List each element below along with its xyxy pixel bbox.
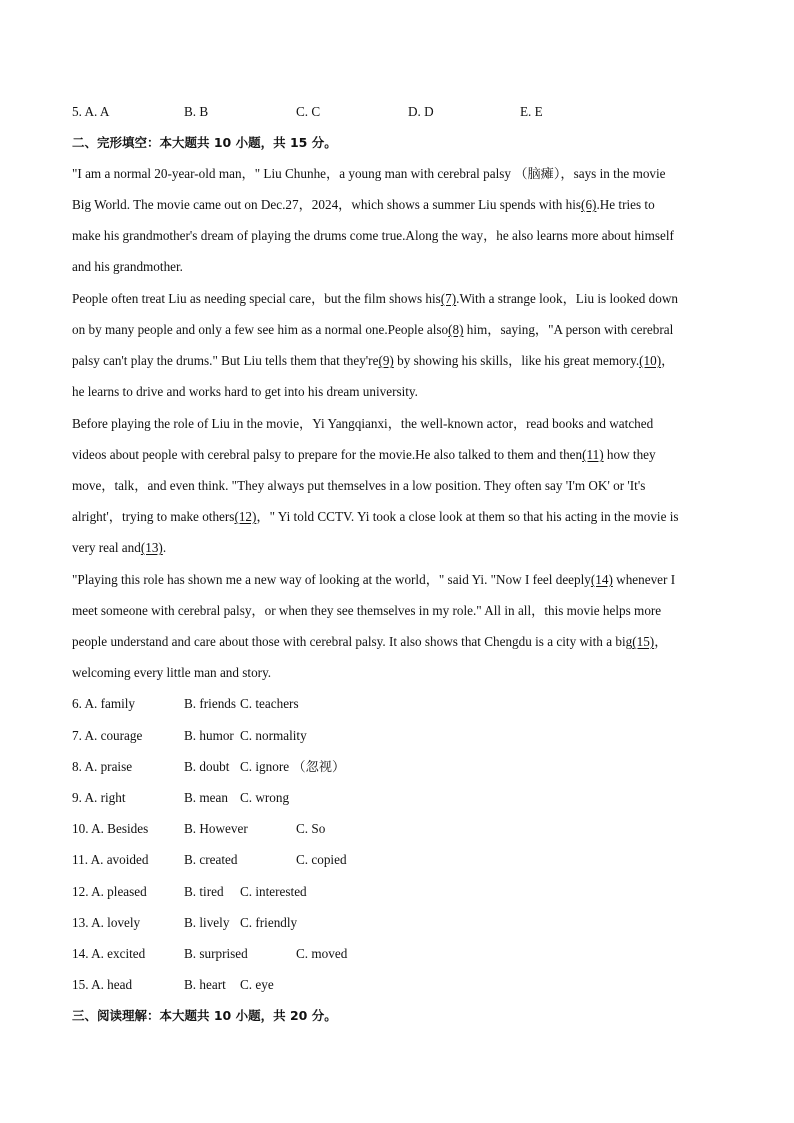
passage-line: and his grandmother. <box>72 259 183 274</box>
option-c: C. friendly <box>240 915 298 930</box>
passage-line: palsy can't play the drums." But Liu tells them that they're(9) by showing his skills，like his great memory.(10)， <box>72 353 675 368</box>
question-number: 11. <box>72 852 88 867</box>
option-b: B. tired <box>184 884 224 899</box>
passage-line: Big World. The movie came out on Dec.27，2024，which shows a summer Liu spends with his(6).He tries to <box>72 197 655 212</box>
option-b: B. lively <box>184 915 230 930</box>
option-b: B. friends <box>184 696 237 711</box>
passage-line: very real and(13). <box>72 540 167 555</box>
option-b: B. mean <box>184 790 228 805</box>
option-b: B. created <box>184 852 238 867</box>
option-b: B. doubt <box>184 759 230 774</box>
passage-line: on by many people and only a few see him as a normal one.People also(8) him，saying，"A person with cerebral <box>72 322 674 337</box>
passage-line: move，talk，and even think. "They always put themselves in a low position. They often say 'I'm OK' or 'It's <box>72 478 646 493</box>
passage-line: make his grandmother's dream of playing the drums come true.Along the way，he also learns more about himself <box>72 228 674 243</box>
option-b: B. humor <box>184 728 234 743</box>
question-number: 14. <box>72 946 89 961</box>
passage-line: meet someone with cerebral palsy，or when they see themselves in my role." All in all，this movie helps more <box>72 603 662 618</box>
option-c: C. C <box>296 104 321 119</box>
blank-10: (10) <box>639 353 662 368</box>
option-c: C. teachers <box>240 696 299 711</box>
option-a: A. lovely <box>91 915 141 930</box>
blank-15: (15) <box>632 634 655 649</box>
question-number: 7. <box>72 728 82 743</box>
option-c: C. ignore （忽视） <box>240 759 346 774</box>
question-number: 10. <box>72 821 89 836</box>
blank-13: (13) <box>140 540 163 555</box>
question-number: 13. <box>72 915 89 930</box>
passage-line: "I am a normal 20-year-old man，" Liu Chunhe，a young man with cerebral palsy （脑瘫），says in the movie <box>72 166 666 181</box>
passage-line: he learns to drive and works hard to get into his dream university. <box>72 384 418 399</box>
option-a: A. pleased <box>91 884 147 899</box>
option-a: A. avoided <box>90 852 149 867</box>
question-number: 12. <box>72 884 89 899</box>
passage-line: "Playing this role has shown me a new way of looking at the world，" said Yi. "Now I feel deeply(14) whenever I <box>72 572 676 587</box>
option-b: B. B <box>184 104 209 119</box>
option-a: A. Besides <box>91 821 149 836</box>
option-c: C. So <box>296 821 326 836</box>
passage-line: people understand and care about those with cerebral palsy. It also shows that Chengdu is a city with a big(15)， <box>72 634 668 649</box>
option-a: A. courage <box>84 728 143 743</box>
blank-6: (6) <box>581 197 597 212</box>
section-heading-cloze: 二、完形填空：本大题共 10 小题，共 15 分。 <box>72 135 337 150</box>
option-e: E. E <box>520 104 543 119</box>
question-number: 15. <box>72 977 89 992</box>
option-c: C. interested <box>240 884 307 899</box>
option-a: A. excited <box>91 946 146 961</box>
passage-line: welcoming every little man and story. <box>72 665 272 680</box>
section-heading-reading: 三、阅读理解：本大题共 10 小题，共 20 分。 <box>72 1008 337 1023</box>
passage-line: videos about people with cerebral palsy to prepare for the movie.He also talked to them and then(11) how they <box>72 447 656 462</box>
blank-14: (14) <box>590 572 613 587</box>
option-a: A. family <box>84 696 136 711</box>
passage-line: Before playing the role of Liu in the movie，Yi Yangqianxi，the well-known actor，read books and watched <box>72 416 654 431</box>
option-b: B. surprised <box>184 946 248 961</box>
blank-8: (8) <box>448 322 464 337</box>
passage-line: People often treat Liu as needing special care，but the film shows his(7).With a strange look，Liu is looked down <box>72 291 678 306</box>
question-number: 9. <box>72 790 82 805</box>
option-c: C. copied <box>296 852 347 867</box>
option-a: A. praise <box>84 759 133 774</box>
blank-9: (9) <box>378 353 394 368</box>
blank-7: (7) <box>440 291 457 306</box>
option-c: C. moved <box>296 946 348 961</box>
option-c: C. wrong <box>240 790 290 805</box>
option-b: B. However <box>184 821 248 836</box>
question-number: 5. A. A <box>72 104 110 119</box>
option-a: A. head <box>91 977 133 992</box>
option-c: C. eye <box>240 977 274 992</box>
question-number: 6. <box>72 696 82 711</box>
option-b: B. heart <box>184 977 226 992</box>
option-a: A. right <box>84 790 126 805</box>
blank-12: (12) <box>234 509 257 524</box>
question-number: 8. <box>72 759 82 774</box>
option-d: D. D <box>408 104 434 119</box>
option-c: C. normality <box>240 728 307 743</box>
blank-11: (11) <box>582 447 604 462</box>
passage-line: alright'，trying to make others(12)，" Yi told CCTV. Yi took a close look at them so that his acting in the movie is <box>72 509 679 524</box>
